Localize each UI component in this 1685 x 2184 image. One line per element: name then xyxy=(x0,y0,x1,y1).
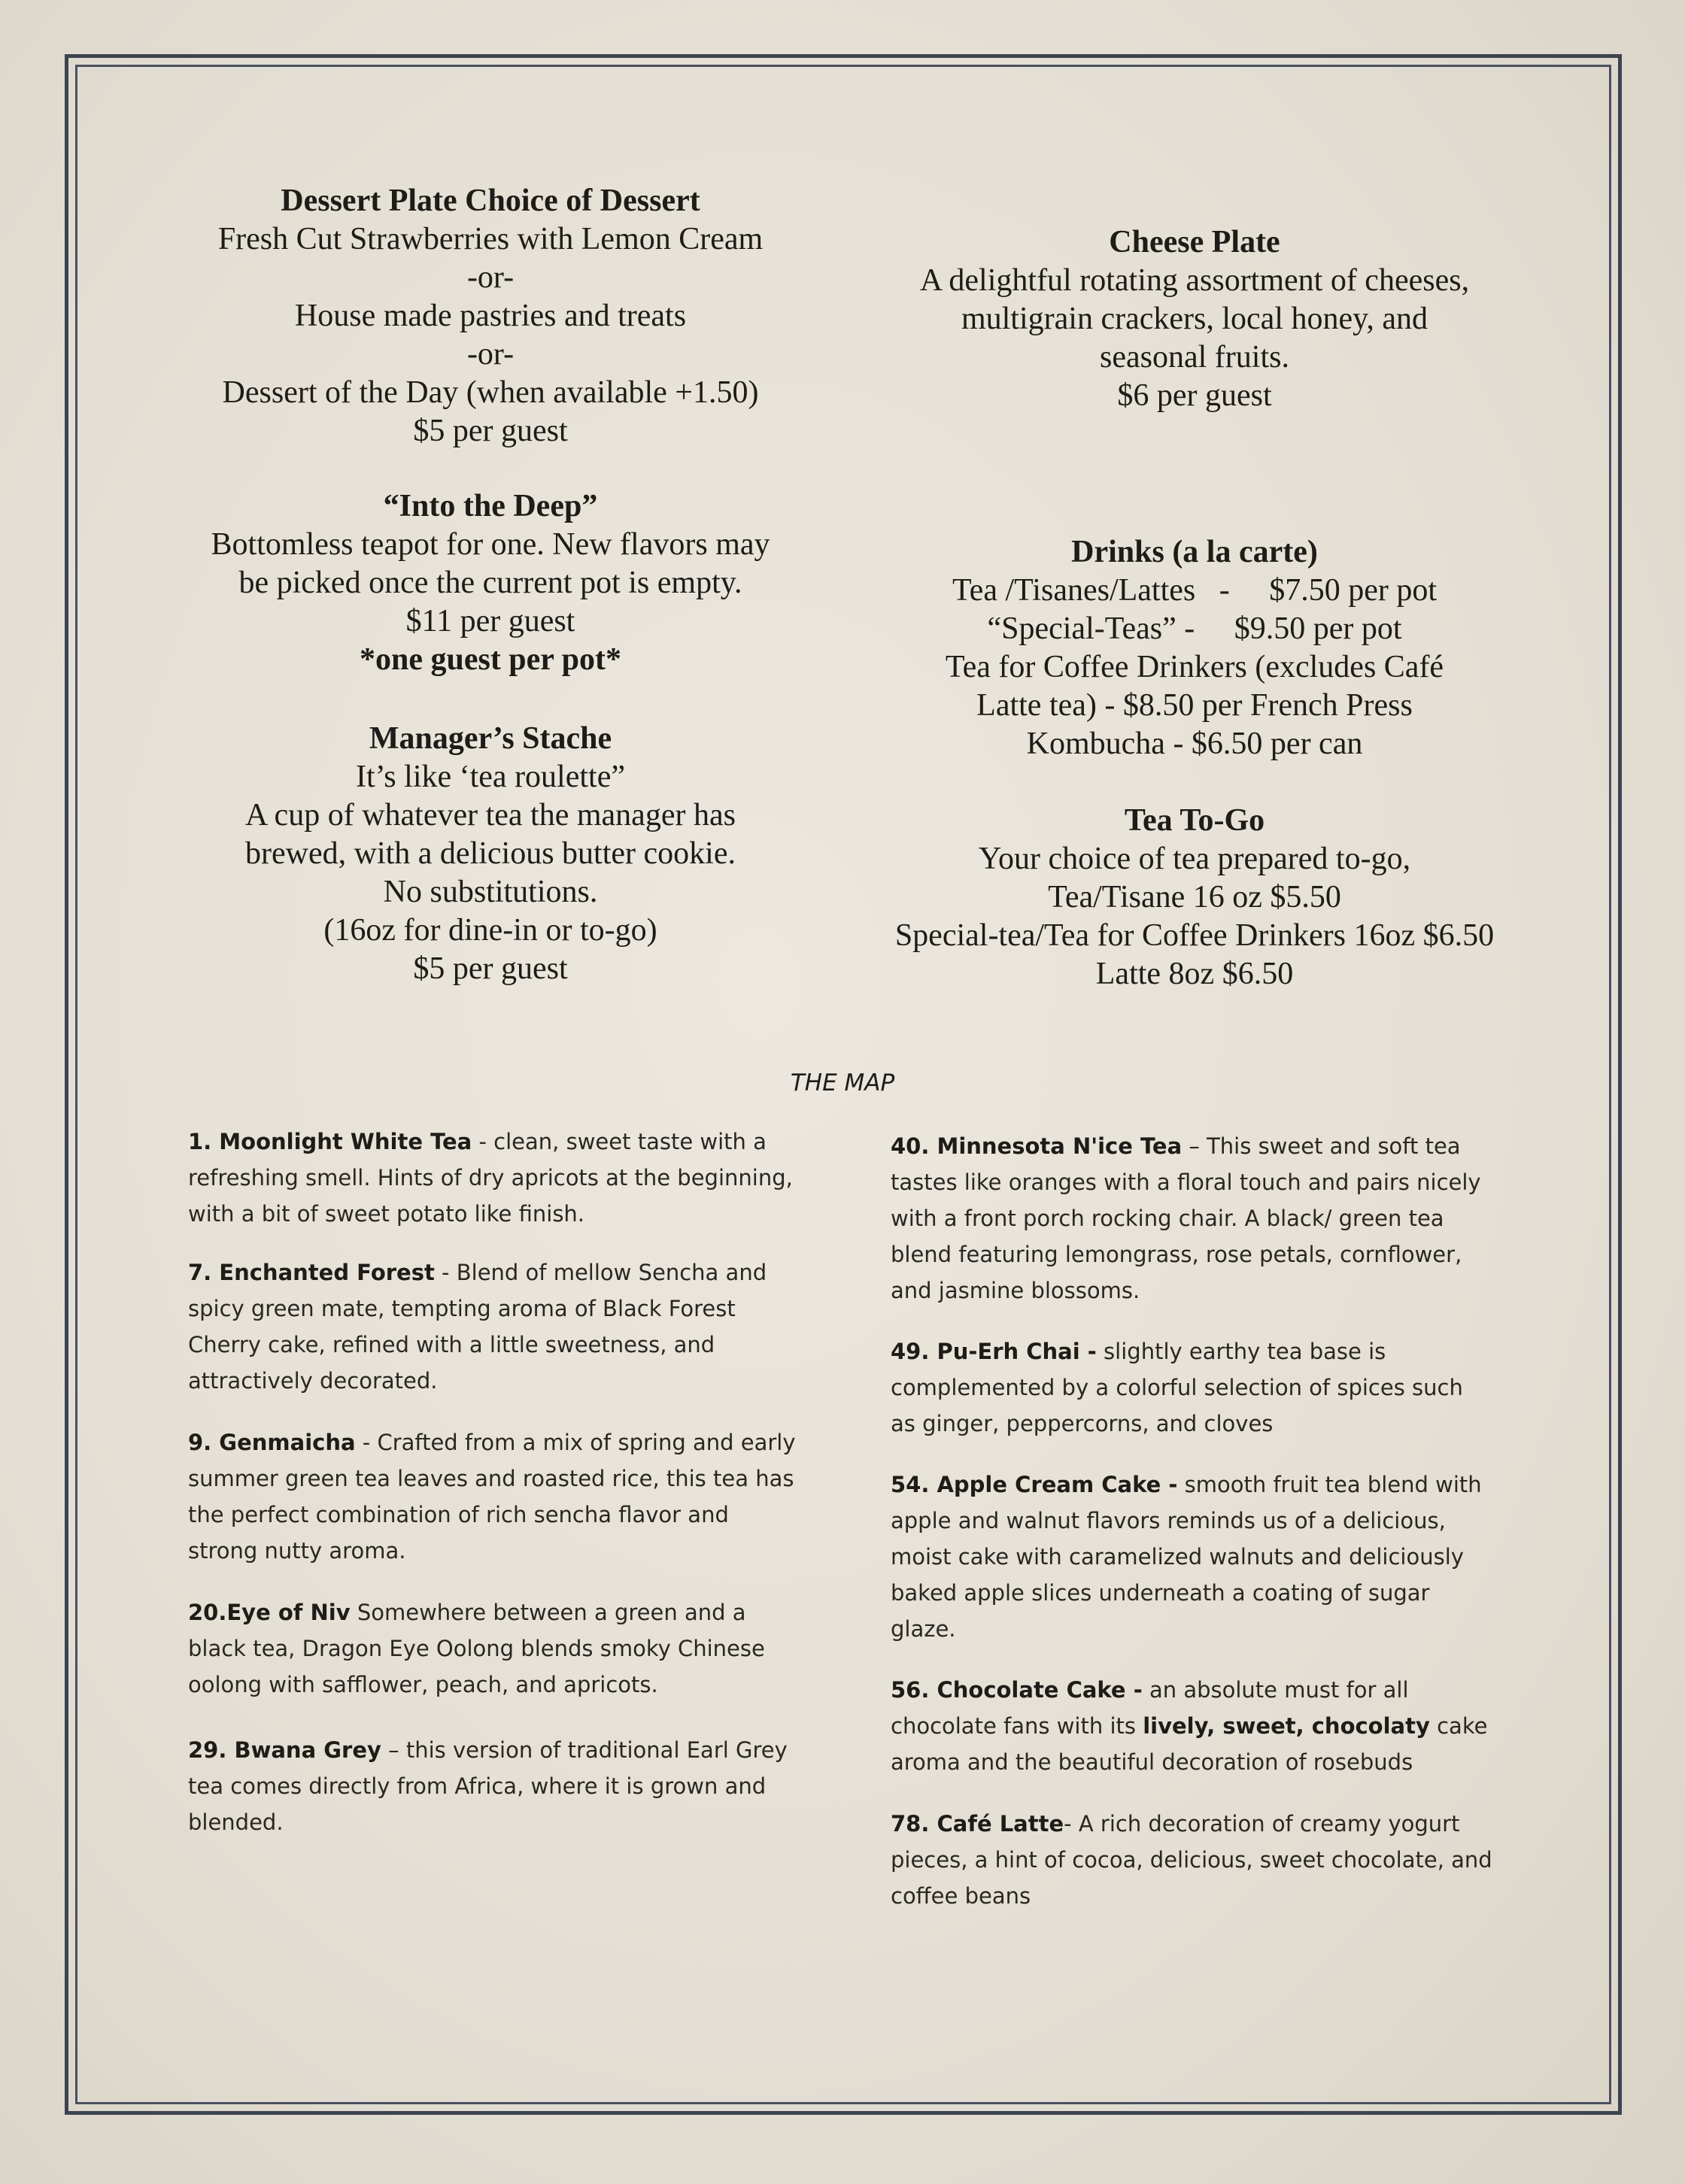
tea-description: - clean, sweet taste with a refreshing smell. Hints of dry apricots at the beginning, with a bit of sweet potato like finish. xyxy=(188,1129,793,1227)
menu-line: A delightful rotating assortment of cheeses, xyxy=(919,263,1470,298)
tea-item xyxy=(188,1254,805,1399)
menu-line: Tea for Coffee Drinkers (excludes Café xyxy=(945,650,1444,684)
tea-description: - Blend of mellow Sencha and spicy green mate, tempting aroma of Black Forest Cherry cake, refined with a little sweetness, and attractively decorated. xyxy=(188,1260,767,1394)
price: $11 per guest xyxy=(405,604,575,639)
section-title: Drinks (a la carte) xyxy=(1071,535,1318,569)
section-title: “Into the Deep” xyxy=(383,489,598,523)
into-the-deep-section xyxy=(152,487,829,679)
drinks-section xyxy=(856,533,1533,763)
tea-name: 40. Minnesota N'ice Tea xyxy=(891,1133,1183,1159)
menu-line: No substitutions. xyxy=(383,875,598,909)
menu-line: multigrain crackers, local honey, and xyxy=(961,302,1428,336)
note: *one guest per pot* xyxy=(359,642,622,677)
menu-line: Fresh Cut Strawberries with Lemon Cream xyxy=(217,222,764,256)
tea-name: 49. Pu-Erh Chai - xyxy=(891,1339,1097,1364)
section-title: Tea To-Go xyxy=(1124,803,1265,838)
tea-description: – this version of traditional Earl Grey tea comes directly from Africa, where it is grown and blended. xyxy=(188,1737,788,1835)
menu-line: Tea /Tisanes/Lattes - $7.50 per pot xyxy=(952,573,1438,608)
tea-item xyxy=(188,1124,805,1232)
tea-description-emphasis: lively, sweet, chocolaty xyxy=(1143,1713,1430,1739)
price: $5 per guest xyxy=(413,414,568,448)
tea-name: 56. Chocolate Cake - xyxy=(891,1677,1143,1703)
tea-item xyxy=(188,1424,805,1569)
tea-name: 9. Genmaicha xyxy=(188,1430,356,1455)
tea-name: 78. Café Latte xyxy=(891,1811,1064,1837)
menu-line: (16oz for dine-in or to-go) xyxy=(323,913,657,948)
menu-line: -or- xyxy=(466,337,515,372)
tea-description: - A rich decoration of creamy yogurt pieces, a hint of cocoa, delicious, sweet chocolate, and coffee beans xyxy=(891,1811,1492,1909)
menu-line: It’s like ‘tea roulette” xyxy=(355,760,625,794)
cheese-plate-section xyxy=(856,223,1533,415)
tea-item xyxy=(891,1672,1492,1780)
menu-line: -or- xyxy=(466,260,515,295)
menu-line: Latte 8oz $6.50 xyxy=(1095,957,1294,991)
menu-line: Tea/Tisane 16 oz $5.50 xyxy=(1048,880,1341,915)
price: $6 per guest xyxy=(1117,378,1272,413)
menu-line: A cup of whatever tea the manager has xyxy=(245,798,736,833)
tea-name: 7. Enchanted Forest xyxy=(188,1260,435,1285)
tea-item xyxy=(891,1467,1492,1647)
price: $5 per guest xyxy=(413,951,568,986)
tea-description: slightly earthy tea base is complemented by a colorful selection of spices such as ginger, peppercorns, and cloves xyxy=(891,1339,1463,1436)
tea-item xyxy=(891,1333,1492,1442)
tea-description: - Crafted from a mix of spring and early summer green tea leaves and roasted rice, this tea has the perfect combination of rich sencha flavor and strong nutty aroma. xyxy=(188,1430,796,1564)
section-title: Dessert Plate Choice of Dessert xyxy=(281,184,700,218)
menu-line: seasonal fruits. xyxy=(1100,340,1289,375)
tea-name: 54. Apple Cream Cake - xyxy=(891,1472,1178,1497)
menu-line: Your choice of tea prepared to-go, xyxy=(978,842,1411,876)
tea-to-go-section xyxy=(856,802,1533,993)
menu-line: Dessert of the Day (when available +1.50) xyxy=(222,375,759,410)
tea-name: 29. Bwana Grey xyxy=(188,1737,381,1763)
menu-line: House made pastries and treats xyxy=(294,299,687,333)
section-title: Cheese Plate xyxy=(1109,225,1280,259)
tea-description: – This sweet and soft tea tastes like oranges with a floral touch and pairs nicely with a front porch rocking chair. A black/ green tea blend featuring lemongrass, rose petals, cornflower, and jasmine blossoms. xyxy=(891,1133,1481,1303)
tea-name: 1. Moonlight White Tea xyxy=(188,1129,472,1154)
menu-line: brewed, with a delicious butter cookie. xyxy=(245,836,736,871)
menu-line: “Special-Teas” - $9.50 per pot xyxy=(987,611,1402,646)
menu-line: Latte tea) - $8.50 per French Press xyxy=(976,688,1413,723)
map-title: THE MAP xyxy=(790,1069,895,1097)
tea-description: smooth fruit tea blend with apple and walnut flavors reminds us of a delicious, moist cake with caramelized walnuts and deliciously baked apple slices underneath a coating of sugar glaze. xyxy=(891,1472,1482,1642)
tea-item xyxy=(188,1732,805,1840)
menu-line: Bottomless teapot for one. New flavors may xyxy=(211,527,770,562)
tea-description: an absolute must for all chocolate fans with its xyxy=(891,1677,1409,1739)
tea-description: cake aroma and the beautiful decoration of rosebuds xyxy=(891,1713,1488,1775)
tea-item xyxy=(891,1806,1492,1914)
tea-item xyxy=(188,1594,805,1703)
menu-line: Kombucha - $6.50 per can xyxy=(1026,726,1363,761)
menu-line: Special-tea/Tea for Coffee Drinkers 16oz $6.50 xyxy=(894,918,1495,953)
menu-line: be picked once the current pot is empty. xyxy=(238,566,742,600)
managers-stache-section xyxy=(152,720,829,988)
tea-name: 20.Eye of Niv xyxy=(188,1600,351,1625)
tea-item xyxy=(891,1128,1492,1309)
tea-description: Somewhere between a green and a black tea, Dragon Eye Oolong blends smoky Chinese oolong with safflower, peach, and apricots. xyxy=(188,1600,765,1697)
dessert-plate-section xyxy=(152,182,829,450)
section-title: Manager’s Stache xyxy=(369,721,612,756)
